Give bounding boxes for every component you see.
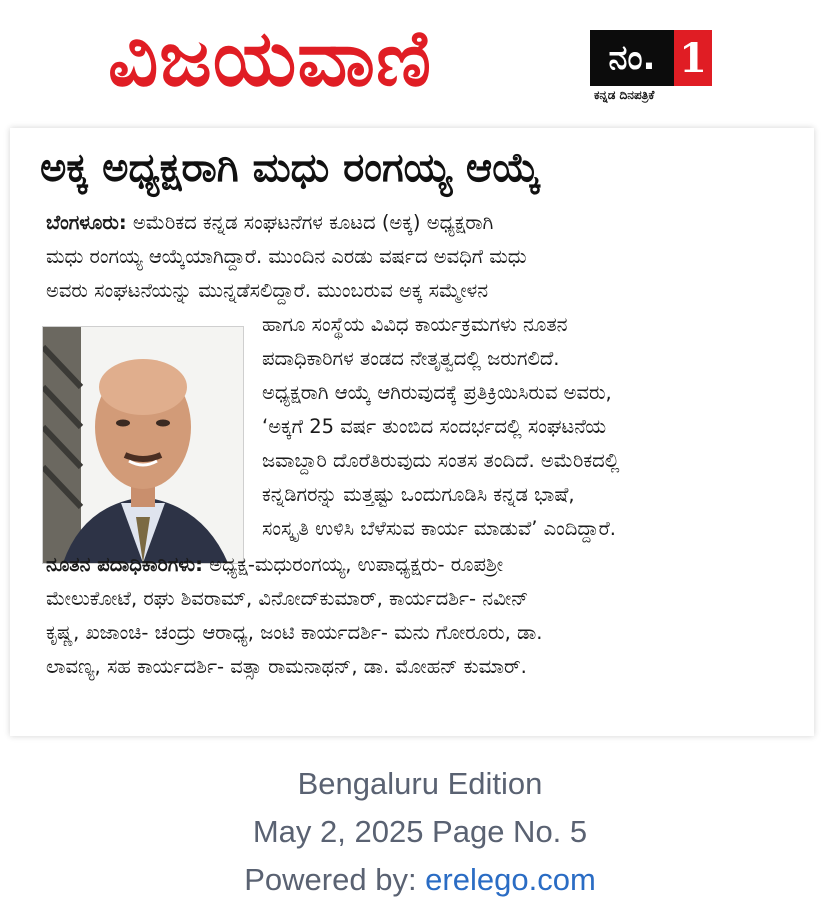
erelego-link[interactable]: erelego.com [425,862,596,897]
article-line: ಜವಾಬ್ದಾರಿ ದೊರೆತಿರುವುದು ಸಂತಸ ತಂದಿದೆ. ಅಮೆರಿಕದಲ್ಲಿ [262,449,620,472]
portrait-photo [42,326,244,564]
office-bearers-line: ಲಾವಣ್ಯ, ಸಹ ಕಾರ್ಯದರ್ಶಿ- ವತ್ಸಾ ರಾಮನಾಥನ್, ಡಾ. ಮೋಹನ್ ಕುಮಾರ್. [46,655,527,678]
powered-by-label: Powered by: [244,862,426,897]
office-bearers-lead: ನೂತನ ಪದಾಧಿಕಾರಿಗಳು: [46,553,203,576]
masthead [0,0,840,120]
badge-subtitle: ಕನ್ನಡ ದಿನಪತ್ರಿಕೆ [594,88,655,102]
newspaper-logo: ವಿಜಯವಾಣಿ [108,14,433,104]
badge-no-label: ನಂ. [590,30,674,86]
date-page-label: May 2, 2025 Page No. 5 [252,814,588,849]
badge-number: 1 [674,30,712,86]
office-bearers-line: ಕೃಷ್ಣ, ಖಜಾಂಚಿ- ಚಂದ್ರು ಆರಾಧ್ಯ, ಜಂಟಿ ಕಾರ್ಯದರ್ಶಿ- ಮನು ಗೋರೂರು, ಡಾ. [46,621,543,644]
article-line: ಕನ್ನಡಿಗರನ್ನು ಮತ್ತಷ್ಟು ಒಂದುಗೂಡಿಸಿ ಕನ್ನಡ ಭಾಷೆ, [262,483,575,506]
article-line-text: ಅಮೆರಿಕದ ಕನ್ನಡ ಸಂಘಟನೆಗಳ ಕೂಟದ (ಅಕ್ಕ) ಅಧ್ಯಕ್ಷರಾಗಿ [132,211,494,234]
article-line: ಸಂಸ್ಕೃತಿ ಉಳಿಸಿ ಬೆಳೆಸುವ ಕಾರ್ಯ ಮಾಡುವೆ’ ಎಂದಿದ್ದಾರೆ. [262,517,616,540]
article-clipping [10,128,814,736]
number-one-badge [590,30,712,86]
article-line [46,206,806,239]
powered-by [0,862,840,898]
office-bearers-text: ಅಧ್ಯಕ್ಷ-ಮಧುರಂಗಯ್ಯ, ಉಪಾಧ್ಯಕ್ಷರು- ರೂಪಶ್ರೀ [209,553,504,576]
article-line: ಅವರು ಸಂಘಟನೆಯನ್ನು ಮುನ್ನಡೆಸಲಿದ್ದಾರೆ. ಮುಂಬರುವ ಅಕ್ಕ ಸಮ್ಮೇಳನ [46,279,489,302]
dateline: ಬೆಂಗಳೂರು: [46,211,127,234]
edition-label: Bengaluru Edition [297,766,543,801]
portrait-illustration [43,327,243,563]
article-line: ‘ಅಕ್ಕಗೆ 25 ವರ್ಷ ತುಂಬಿದ ಸಂದರ್ಭದಲ್ಲಿ ಸಂಘಟನೆಯ [262,415,607,438]
article-headline: ಅಕ್ಕ ಅಧ್ಯಕ್ಷರಾಗಿ ಮಧು ರಂಗಯ್ಯ ಆಯ್ಕೆ [40,145,541,191]
article-line: ಹಾಗೂ ಸಂಸ್ಥೆಯ ವಿವಿಧ ಕಾರ್ಯಕ್ರಮಗಳು ನೂತನ [262,313,568,336]
office-bearers-line [46,548,806,581]
article-line: ಪದಾಧಿಕಾರಿಗಳ ತಂಡದ ನೇತೃತ್ವದಲ್ಲಿ ಜರುಗಲಿದೆ. [262,347,560,370]
article-line: ಮಧು ರಂಗಯ್ಯ ಆಯ್ಕೆಯಾಗಿದ್ದಾರೆ. ಮುಂದಿನ ಎರಡು ವರ್ಷದ ಅವಧಿಗೆ ಮಧು [46,245,527,268]
article-line: ಅಧ್ಯಕ್ಷರಾಗಿ ಆಯ್ಕೆ ಆಗಿರುವುದಕ್ಕೆ ಪ್ರತಿಕ್ರಿಯಿಸಿರುವ ಅವರು, [262,381,612,404]
office-bearers-line: ಮೇಲುಕೋಟೆ, ರಘು ಶಿವರಾಮ್, ವಿನೋದ್‌ಕುಮಾರ್, ಕಾರ್ಯದರ್ಶಿ- ನವೀನ್ [46,587,529,610]
